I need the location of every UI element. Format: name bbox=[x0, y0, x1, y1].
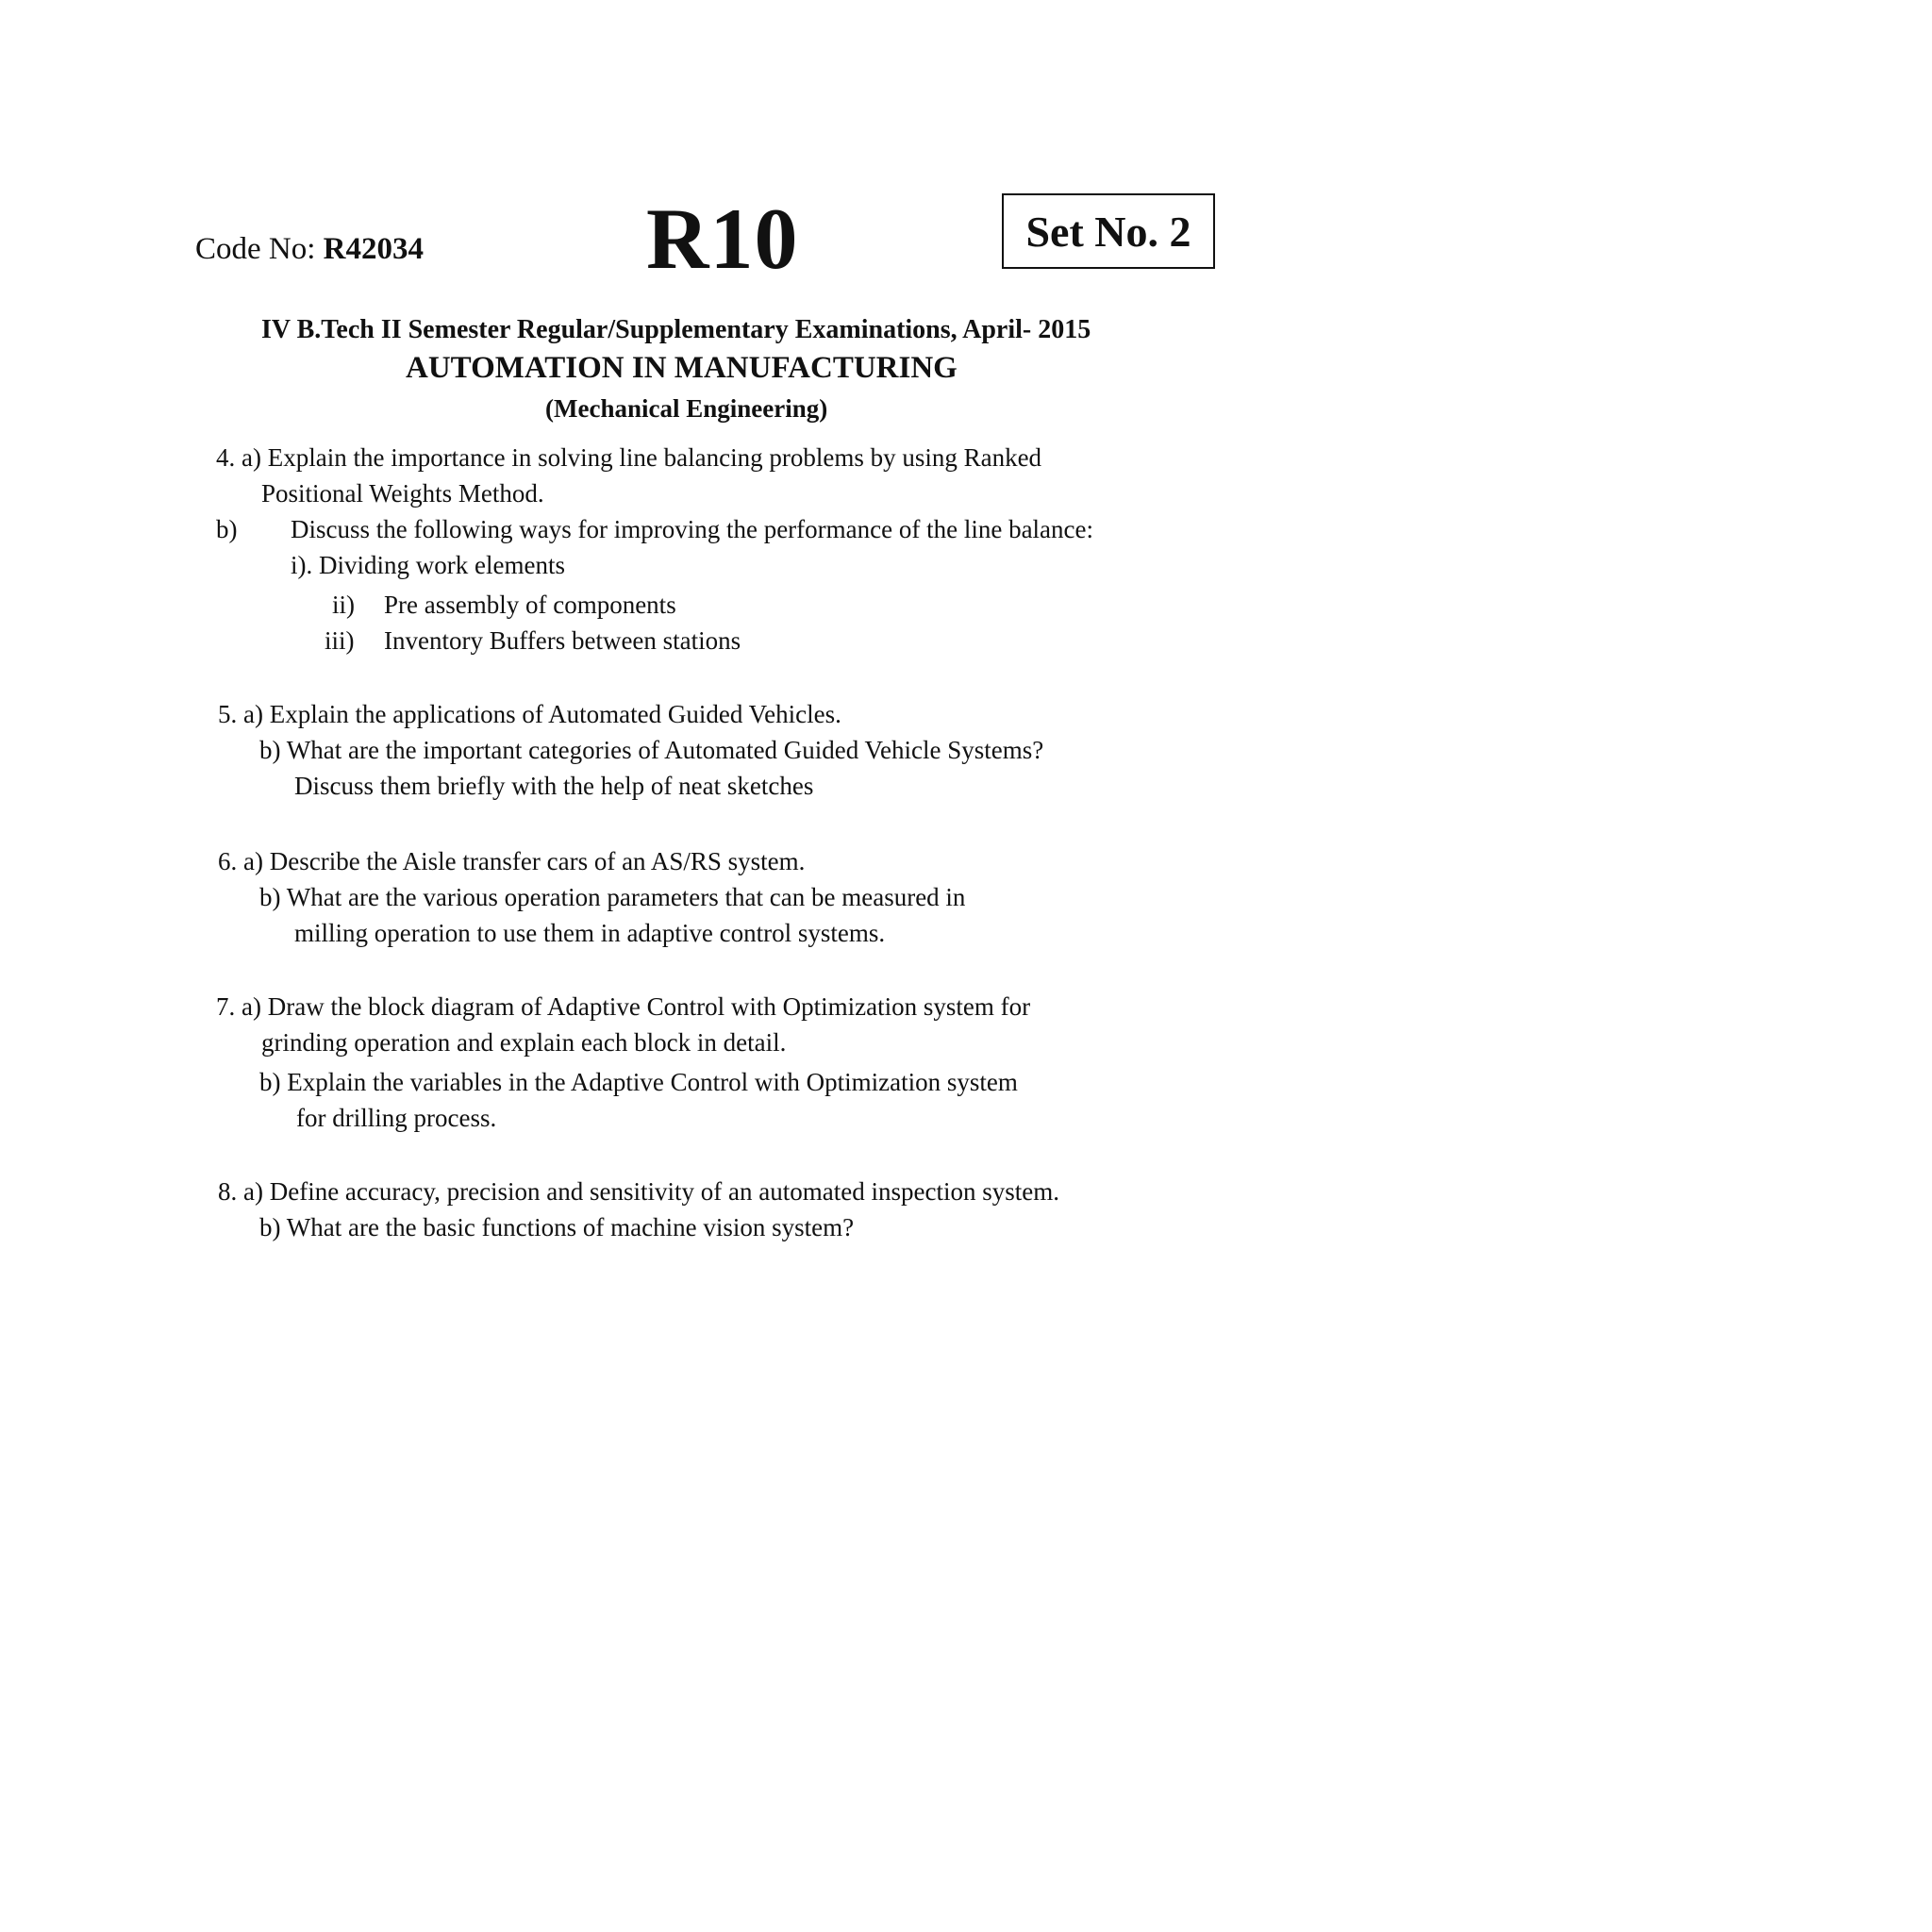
regulation-label: R10 bbox=[646, 191, 799, 287]
q4-a-line1: 4. a) Explain the importance in solving line balancing problems by using Ranked bbox=[216, 443, 1042, 472]
q6-b-line2: milling operation to use them in adaptive control systems. bbox=[294, 919, 886, 947]
set-number-box bbox=[1002, 193, 1215, 269]
q4-b-item-ii-label: ii) bbox=[332, 591, 355, 619]
q5-b-line1: b) What are the important categories of Automated Guided Vehicle Systems? bbox=[259, 736, 1044, 764]
q8-b: b) What are the basic functions of machine vision system? bbox=[259, 1213, 855, 1241]
q4-b-item-i: i). Dividing work elements bbox=[291, 551, 565, 579]
code-number bbox=[195, 232, 424, 267]
q4-b-item-ii: Pre assembly of components bbox=[384, 591, 676, 619]
q4-b-item-iii-label: iii) bbox=[325, 626, 355, 655]
q7-a-line1: 7. a) Draw the block diagram of Adaptive Control with Optimization system for bbox=[216, 992, 1031, 1021]
q5-b-line2: Discuss them briefly with the help of neat sketches bbox=[294, 772, 814, 800]
code-label: Code No: bbox=[195, 232, 324, 266]
q8-a: 8. a) Define accuracy, precision and sensitivity of an automated inspection system. bbox=[218, 1177, 1059, 1206]
q7-a-line2: grinding operation and explain each block in detail. bbox=[261, 1028, 787, 1057]
q6-b-line1: b) What are the various operation parameters that can be measured in bbox=[259, 883, 966, 911]
exam-title: IV B.Tech II Semester Regular/Supplementary Examinations, April- 2015 bbox=[261, 315, 1091, 344]
subject-title: AUTOMATION IN MANUFACTURING bbox=[406, 351, 958, 385]
code-value: R42034 bbox=[323, 232, 425, 266]
q4-b-label: b) bbox=[216, 515, 238, 543]
q5-a: 5. a) Explain the applications of Automated Guided Vehicles. bbox=[218, 700, 841, 728]
q6-a: 6. a) Describe the Aisle transfer cars of an AS/RS system. bbox=[218, 847, 806, 875]
department: (Mechanical Engineering) bbox=[545, 394, 828, 423]
q7-b-line1: b) Explain the variables in the Adaptive Control with Optimization system bbox=[259, 1068, 1018, 1096]
q4-a-line2: Positional Weights Method. bbox=[261, 479, 544, 508]
q4-b-item-iii: Inventory Buffers between stations bbox=[384, 626, 741, 655]
q4-b-line1: Discuss the following ways for improving the performance of the line balance: bbox=[291, 515, 1094, 543]
q7-b-line2: for drilling process. bbox=[296, 1104, 497, 1132]
set-number: Set No. 2 bbox=[1025, 207, 1191, 256]
